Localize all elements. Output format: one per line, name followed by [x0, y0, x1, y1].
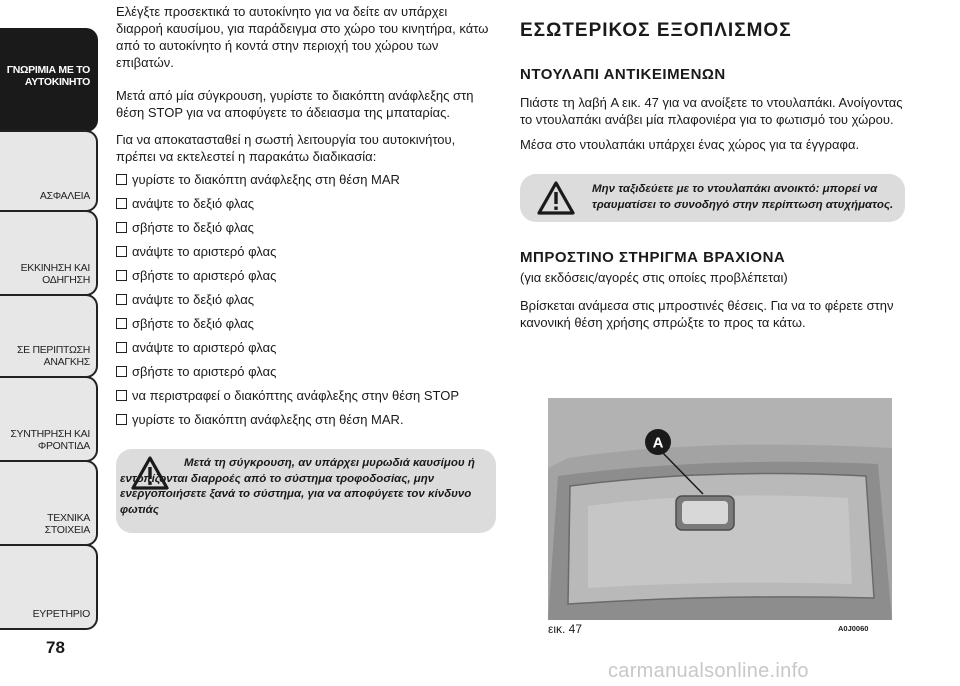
checkbox-icon — [116, 294, 127, 305]
checkbox-icon — [116, 342, 127, 353]
procedure-step: να περιστραφεί ο διακόπτης ανάφλεξης στην θέση STOP — [116, 387, 459, 404]
armrest-subheading: (για εκδόσεις/αγορές στις οποίες προβλέπεται) — [520, 270, 788, 285]
tab-technical-data[interactable] — [0, 460, 98, 546]
checkbox-icon — [116, 366, 127, 377]
tab-safety[interactable] — [0, 130, 98, 212]
figure-code: A0J0060 — [838, 624, 869, 633]
figure-glovebox-image — [548, 398, 892, 620]
procedure-step: γυρίστε το διακόπτη ανάφλεξης στη θέση MAR — [116, 171, 400, 188]
tab-label: ΣΥΝΤΗΡΗΣΗ ΚΑΙ ΦΡΟΝΤΙΔΑ — [10, 428, 90, 452]
paragraph-stop: Μετά από μία σύγκρουση, γυρίστε το διακόπτη ανάφλεξης στη θέση STOP για να αποφύγετε το άδειασμα της μπαταρίας. — [116, 88, 474, 120]
checkbox-icon — [116, 414, 127, 425]
procedure-step: σβήστε το αριστερό φλας — [116, 267, 276, 284]
figure-caption: εικ. 47 — [548, 622, 583, 636]
tab-label: ΓΝΩΡΙΜΙΑ ΜΕ ΤΟ ΑΥΤΟΚΙΝΗΤΟ — [6, 64, 90, 88]
section-heading-glovebox: ΝΤΟΥΛΑΠΙ ΑΝΤΙΚΕΙΜΕΝΩΝ — [520, 66, 726, 83]
checkbox-icon — [116, 246, 127, 257]
tab-label: ΕΥΡΕΤΗΡΙΟ — [32, 608, 90, 620]
warning-text-fuel: Μετά τη σύγκρουση, αν υπάρχει μυρωδιά καυσίμου ή εντοπίζονται διαρροές από το σύστημα τροφοδοσίας, μην ενεργοποιήσετε ξανά το σύστημα, για να αποφύγετε τον κίνδυνο φωτιάς — [120, 457, 475, 516]
procedure-step: ανάψτε το αριστερό φλας — [116, 243, 276, 260]
procedure-step: ανάψτε το δεξιό φλας — [116, 291, 254, 308]
glovebox-illustration — [548, 398, 892, 620]
warning-text-glovebox: Μην ταξιδεύετε με το ντουλαπάκι ανοικτό: μπορεί να τραυματίσει το συνοδηγό στην περίπτωση ατυχήματος. — [592, 183, 894, 211]
tab-label: ΣΕ ΠΕΡΙΠΤΩΣΗ ΑΝΑΓΚΗΣ — [16, 344, 90, 368]
tab-maintenance[interactable] — [0, 376, 98, 462]
tab-label: ΕΚΚΙΝΗΣΗ ΚΑΙ ΟΔΗΓΗΣΗ — [20, 262, 90, 286]
procedure-step: ανάψτε το δεξιό φλας — [116, 195, 254, 212]
callout-label: A — [652, 434, 664, 452]
procedure-step: σβήστε το δεξιό φλας — [116, 219, 254, 236]
procedure-step: ανάψτε το αριστερό φλας — [116, 339, 276, 356]
checkbox-icon — [116, 318, 127, 329]
page-title: ΕΣΩΤΕΡΙΚΟΣ ΕΞΟΠΛΙΣΜΟΣ — [520, 20, 792, 41]
tab-label: ΑΣΦΑΛΕΙΑ — [39, 190, 90, 202]
watermark-footer: carmanualsonline.info — [608, 660, 809, 682]
tab-index[interactable] — [0, 544, 98, 630]
warning-box-glovebox — [520, 174, 905, 222]
paragraph-armrest: Βρίσκεται ανάμεσα στις μπροστινές θέσεις. Για να το φέρετε στην κανονική θέση χρήσης σπρώξτε το προς τα κάτω. — [520, 298, 894, 330]
paragraph-glovebox: Πιάστε τη λαβή A εικ. 47 για να ανοίξετε το ντουλαπάκι. Ανοίγοντας το ντουλαπάκι ανάβει μία πλαφονιέρα για το φωτισμό του χώρου. — [520, 95, 903, 127]
checkbox-icon — [116, 390, 127, 401]
section-heading-armrest: ΜΠΡΟΣΤΙΝΟ ΣΤΗΡΙΓΜΑ ΒΡΑΧΙΟΝΑ — [520, 249, 786, 266]
tab-label: ΤΕΧΝΙΚΑ ΣΤΟΙΧΕΙΑ — [44, 512, 90, 536]
paragraph-fuel-leak: Ελέγξτε προσεκτικά το αυτοκίνητο για να δείτε αν υπάρχει διαρροή καυσίμου, για παράδειγμα στο χώρο του κινητήρα, κάτω από το αυτοκίνητο ή κοντά στην περιοχή του χώρου των επιβατών. — [116, 4, 489, 70]
checkbox-icon — [116, 198, 127, 209]
procedure-step: σβήστε το αριστερό φλας — [116, 363, 276, 380]
tab-getting-to-know[interactable] — [0, 28, 98, 132]
procedure-step: σβήστε το δεξιό φλας — [116, 315, 254, 332]
warning-triangle-icon — [536, 180, 576, 216]
checkbox-icon — [116, 270, 127, 281]
page-number: 78 — [46, 638, 65, 657]
paragraph-documents: Μέσα στο ντουλαπάκι υπάρχει ένας χώρος για τα έγγραφα. — [520, 137, 860, 152]
tab-starting-driving[interactable] — [0, 210, 98, 296]
procedure-step: γυρίστε το διακόπτη ανάφλεξης στη θέση MAR. — [116, 411, 404, 428]
warning-box-fuel — [116, 449, 496, 533]
checkbox-icon — [116, 174, 127, 185]
tab-emergency[interactable] — [0, 294, 98, 378]
paragraph-procedure: Για να αποκατασταθεί η σωστή λειτουργία του αυτοκινήτου, πρέπει να εκτελεστεί η παρακάτω διαδικασία: — [116, 132, 456, 164]
checkbox-icon — [116, 222, 127, 233]
